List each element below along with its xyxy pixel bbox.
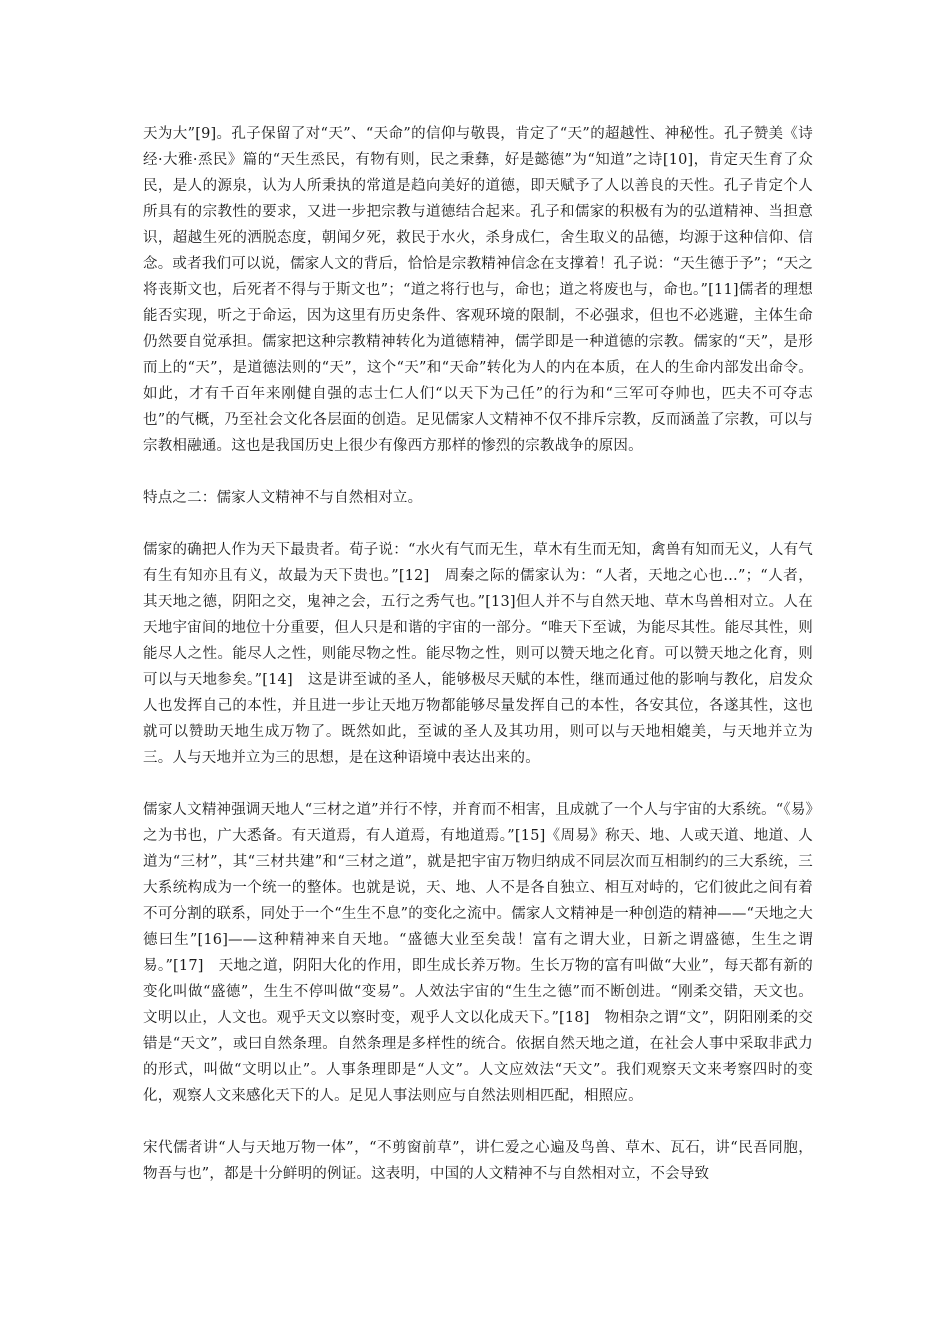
document-body [143, 121, 813, 1213]
paragraph-song-confucians: 宋代儒者讲“人与天地万物一体”，“不剪窗前草”，讲仁爱之心遍及鸟兽、草木、瓦石，讲“民吾同胞，物吾与也”，都是十分鲜明的例证。这表明，中国的人文精神不与自然相对立，不会导致 [143, 1140, 813, 1182]
paragraph-humans-and-nature: 儒家的确把人作为天下最贵者。荀子说：“水火有气而无生，草木有生而无知，禽兽有知而无义，人有气有生有知亦且有义，故最为天下贵也。”[12] 周秦之际的儒家认为：“人者，天地之心也…”；“人者，其天地之德，阴阳之交，鬼神之会，五行之秀气也。”[13]但人并不与自然天地、草木鸟兽相对立。人在天地宇宙间的地位十分重要，但人只是和谐的宇宙的一部分。“唯天下至诚，为能尽其性。能尽其性，则能尽人之性。能尽人之性，则能尽物之性。能尽物之性，则可以赞天地之化育。可以赞天地之化育，则可以与天地参矣。”[14] 这是讲至诚的圣人，能够极尽天赋的本性，继而通过他的影响与教化，启发众人也发挥自己的本性，并且进一步让天地万物都能够尽量发挥自己的本性，各安其位，各遂其性，这也就可以赞助天地生成万物了。既然如此，至诚的圣人及其功用，则可以与天地相媲美，与天地并立为三。人与天地并立为三的思想，是在这种语境中表达出来的。 [143, 542, 813, 766]
paragraph-religion-and-humanism: 天为大”[9]。孔子保留了对“天”、“天命”的信仰与敬畏，肯定了“天”的超越性、神秘性。孔子赞美《诗经·大雅·烝民》篇的“天生烝民，有物有则，民之秉彝，好是懿德”为“知道”之诗[10]，肯定天生育了众民，是人的源泉，认为人所秉执的常道是趋向美好的道德，即天赋予了人以善良的天性。孔子肯定个人所具有的宗教性的要求，又进一步把宗教与道德结合起来。孔子和儒家的积极有为的弘道精神、当担意识，超越生死的洒脱态度，朝闻夕死，救民于水火，杀身成仁，舍生取义的品德，均源于这种信仰、信念。或者我们可以说，儒家人文的背后，恰恰是宗教精神信念在支撑着！孔子说：“天生德于予”；“天之将丧斯文也，后死者不得与于斯文也”；“道之将行也与，命也；道之将废也与，命也。”[11]儒者的理想能否实现，听之于命运，因为这里有历史条件、客观环境的限制，不必强求，但也不必逃避，主体生命仍然要自觉承担。儒家把这种宗教精神转化为道德精神，儒学即是一种道德的宗教。儒家的“天”，是形而上的“天”，是道德法则的“天”，这个“天”和“天命”转化为人的内在本质，在人的生命内部发出命令。如此，才有千百年来刚健自强的志士仁人们“以天下为己任”的行为和“三军可夺帅也，匹夫不可夺志也”的气概，乃至社会文化各层面的创造。足见儒家人文精神不仅不排斥宗教，反而涵盖了宗教，可以与宗教相融通。这也是我国历史上很少有像西方那样的惨烈的宗教战争的原因。 [143, 126, 813, 454]
section-heading-feature-two: 特点之二：儒家人文精神不与自然相对立。 [143, 490, 423, 506]
paragraph-three-materials: 儒家人文精神强调天地人“三材之道”并行不悖，并育而不相害，且成就了一个人与宇宙的大系统。“《易》之为书也，广大悉备。有天道焉，有人道焉，有地道焉。”[15]《周易》称天、地、人或天道、地道、人道为“三材”，其“三材共建”和“三材之道”，就是把宇宙万物归纳成不同层次而互相制约的三大系统，三大系统构成为一个统一的整体。也就是说，天、地、人不是各自独立、相互对峙的，它们彼此之间有着不可分割的联系，同处于一个“生生不息”的变化之流中。儒家人文精神是一种创造的精神——“天地之大德曰生”[16]——这种精神来自天地。“盛德大业至矣哉！富有之谓大业，日新之谓盛德，生生之谓易。”[17] 天地之道，阴阳大化的作用，即生成长养万物。生长万物的富有叫做“大业”，每天都有新的变化叫做“盛德”，生生不停叫做“变易”。人效法宇宙的“生生之德”而不断创进。“刚柔交错，天文也。文明以止，人文也。观乎天文以察时变，观乎人文以化成天下。”[18] 物相杂之谓“文”，阴阳刚柔的交错是“天文”，或曰自然条理。自然条理是多样性的统合。依据自然天地之道，在社会人事中采取非武力的形式，叫做“文明以止”。人事条理即是“人文”。人文应效法“天文”。我们观察天文来考察四时的变化，观察人文来感化天下的人。足见人事法则应与自然法则相匹配，相照应。 [143, 802, 813, 1104]
